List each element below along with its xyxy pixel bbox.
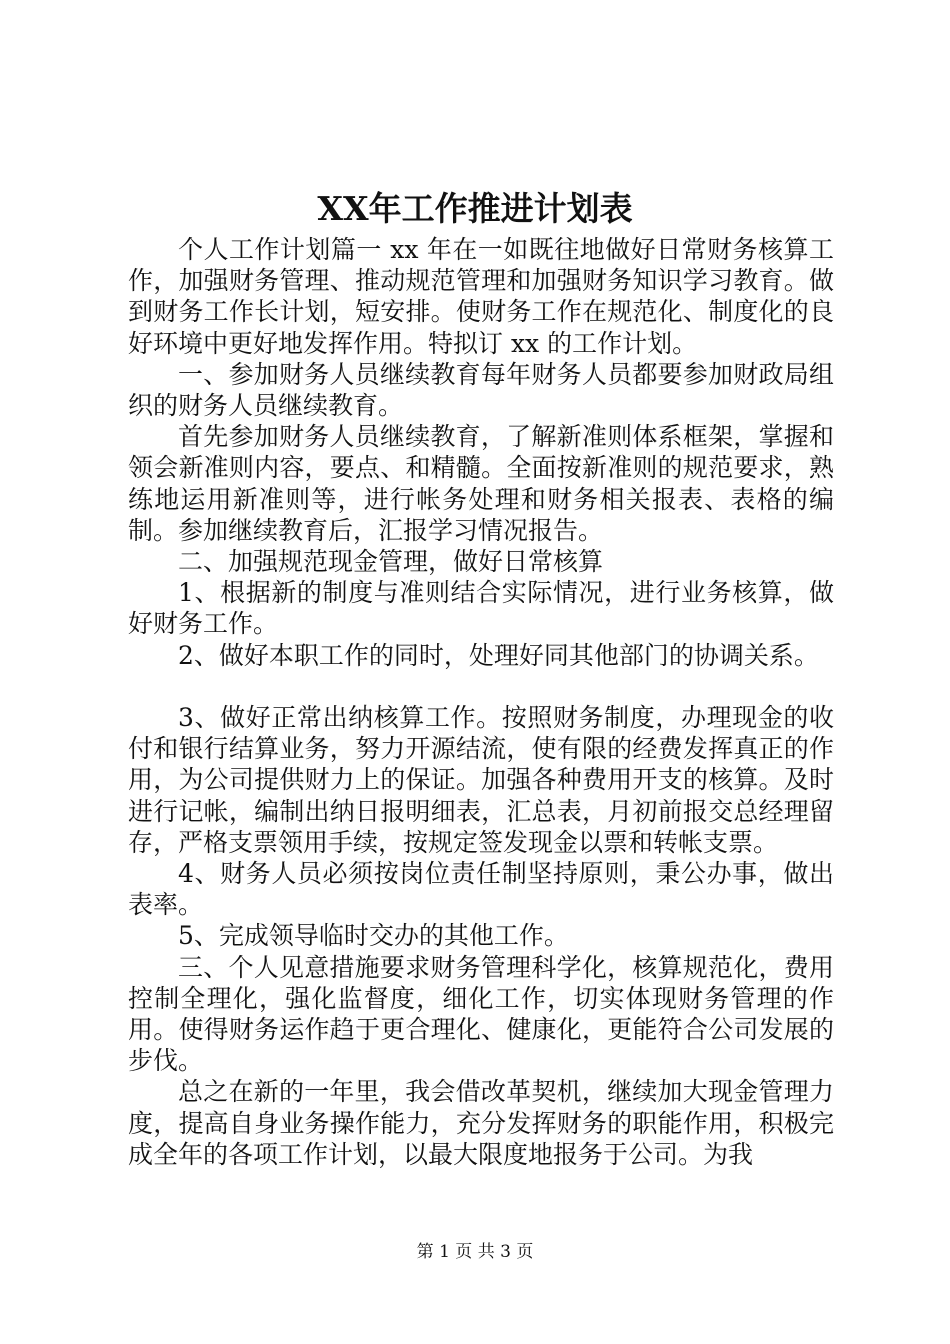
paragraph-section-1: 一、参加财务人员继续教育每年财务人员都要参加财政局组织的财务人员继续教育。 (128, 359, 834, 421)
paragraph-item-4: 4、财务人员必须按岗位责任制坚持原则，秉公办事，做出表率。 (128, 859, 834, 920)
paragraph-section-2: 二、加强规范现金管理，做好日常核算 (178, 547, 604, 577)
paragraph-conclusion: 总之在新的一年里，我会借改革契机，继续加大现金管理力度，提高自身业务操作能力，充分发挥财务的职能作用，积极完成全年的各项工作计划，以最大限度地报务于公司。为我 (128, 1077, 834, 1169)
document-title: XX年工作推进计划表 (317, 189, 633, 228)
paragraph-intro: 个人工作计划篇一 xx 年在一如既往地做好日常财务核算工作，加强财务管理、推动规范管理和加强财务知识学习教育。做到财务工作长计划，短安排。使财务工作在规范化、制度化的良好环境中更好地发挥作用。特拟订 xx 的工作计划。 (128, 235, 834, 358)
paragraph-item-1: 1、根据新的制度与准则结合实际情况，进行业务核算，做好财务工作。 (128, 578, 834, 639)
paragraph-education: 首先参加财务人员继续教育，了解新准则体系框架，掌握和领会新准则内容，要点、和精髓。全面按新准则的规范要求，熟练地运用新准则等，进行帐务处理和财务相关报表、表格的编制。参加继续教育后，汇报学习情况报告。 (128, 422, 834, 545)
paragraph-section-3: 三、个人见意措施要求财务管理科学化，核算规范化，费用控制全理化，强化监督度，细化工作，切实体现财务管理的作用。使得财务运作趋于更合理化、健康化，更能符合公司发展的步伐。 (128, 952, 834, 1076)
paragraph-item-3: 3、做好正常出纳核算工作。按照财务制度，办理现金的收付和银行结算业务，努力开源结流，使有限的经费发挥真正的作用，为公司提供财力上的保证。加强各种费用开支的核算。及时进行记帐，编制出纳日报明细表，汇总表，月初前报交总经理留存，严格支票领用手续，按规定签发现金以票和转帐支票。 (128, 703, 834, 857)
blank-line (128, 671, 834, 702)
page-number: 第 1 页 共 3 页 (416, 1242, 534, 1262)
paragraph-item-5: 5、完成领导临时交办的其他工作。 (178, 921, 569, 951)
document-body (128, 234, 834, 1170)
paragraph-item-2: 2、做好本职工作的同时，处理好同其他部门的协调关系。 (178, 640, 819, 670)
